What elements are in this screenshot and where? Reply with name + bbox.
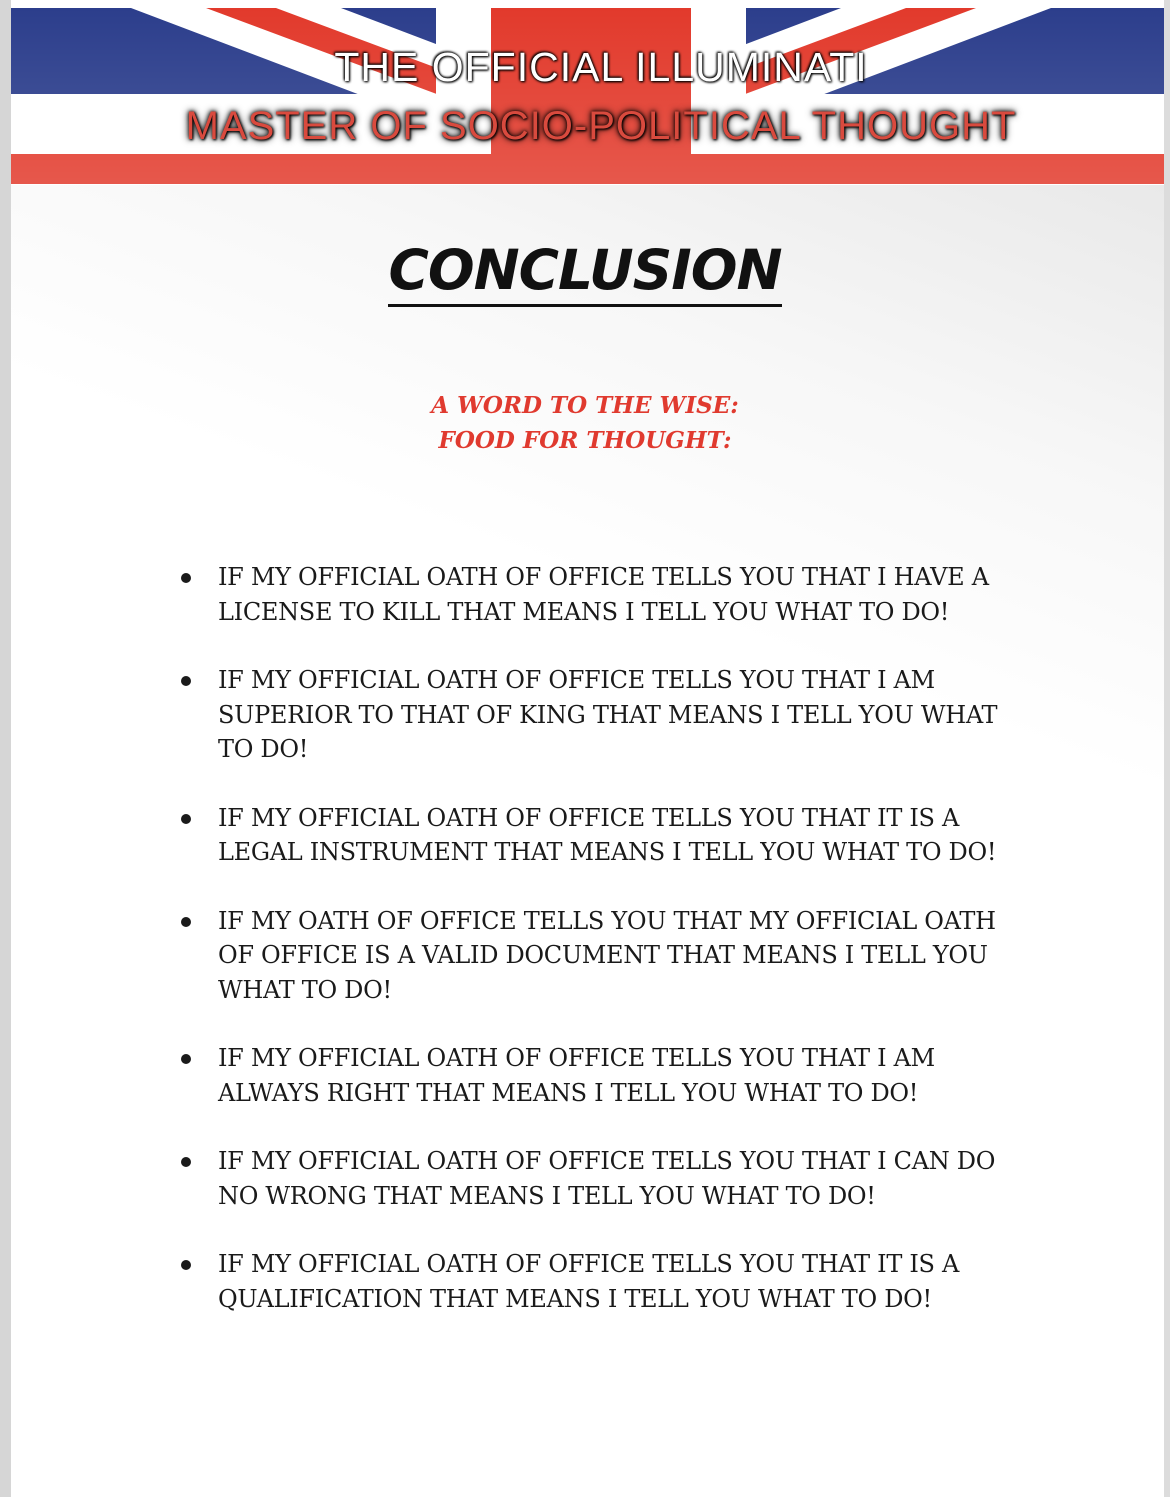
list-item-text: IF MY OFFICIAL OATH OF OFFICE TELLS YOU THAT I AM ALWAYS RIGHT THAT MEANS I TELL YOU WHAT TO DO! xyxy=(218,1044,935,1107)
list-item-text: IF MY OFFICIAL OATH OF OFFICE TELLS YOU THAT IT IS A LEGAL INSTRUMENT THAT MEANS I TELL YOU WHAT TO DO! xyxy=(218,803,997,866)
bullet-icon xyxy=(181,1054,191,1064)
list-item-text: IF MY OFFICIAL OATH OF OFFICE TELLS YOU THAT IT IS A QUALIFICATION THAT MEANS I TELL YOU WHAT TO DO! xyxy=(218,1250,960,1313)
list-item xyxy=(177,663,1007,767)
bullet-icon xyxy=(181,676,191,686)
bullet-icon xyxy=(181,814,191,824)
bullet-icon xyxy=(181,1157,191,1167)
page-title: CONCLUSION xyxy=(388,236,781,307)
list-item-text: IF MY OFFICIAL OATH OF OFFICE TELLS YOU THAT I CAN DO NO WRONG THAT MEANS I TELL YOU WHAT TO DO! xyxy=(218,1147,996,1210)
subheading-line-2: FOOD FOR THOUGHT: xyxy=(438,427,732,454)
page-edge-left xyxy=(0,0,11,1497)
page-edge-right xyxy=(1164,0,1170,1497)
list-item xyxy=(177,1041,1007,1110)
bullet-icon xyxy=(181,573,191,583)
subheading-line-1: A WORD TO THE WISE: xyxy=(431,392,739,419)
union-jack-banner xyxy=(11,8,1170,184)
list-item-text: IF MY OFFICIAL OATH OF OFFICE TELLS YOU THAT I HAVE A LICENSE TO KILL THAT MEANS I TELL YOU WHAT TO DO! xyxy=(218,563,989,626)
bullet-icon xyxy=(181,1260,191,1270)
banner-title: THE OFFICIAL ILLUMINATI xyxy=(334,44,868,90)
list-item xyxy=(177,560,1007,629)
list-item xyxy=(177,1144,1007,1213)
page-title-container xyxy=(0,236,1170,307)
list-item xyxy=(177,1247,1007,1316)
list-item xyxy=(177,801,1007,870)
bullet-list xyxy=(177,560,1007,1350)
union-jack-flag-image xyxy=(11,8,1170,184)
list-item-text: IF MY OFFICIAL OATH OF OFFICE TELLS YOU THAT I AM SUPERIOR TO THAT OF KING THAT MEANS I TELL YOU WHAT TO DO! xyxy=(218,666,998,763)
bullet-icon xyxy=(181,917,191,927)
subheading xyxy=(0,388,1170,458)
banner-subtitle: MASTER OF SOCIO-POLITICAL THOUGHT xyxy=(185,104,1017,148)
list-item-text: IF MY OATH OF OFFICE TELLS YOU THAT MY OFFICIAL OATH OF OFFICE IS A VALID DOCUMENT THAT MEANS I TELL YOU WHAT TO DO! xyxy=(218,906,996,1004)
list-item xyxy=(177,904,1007,1008)
